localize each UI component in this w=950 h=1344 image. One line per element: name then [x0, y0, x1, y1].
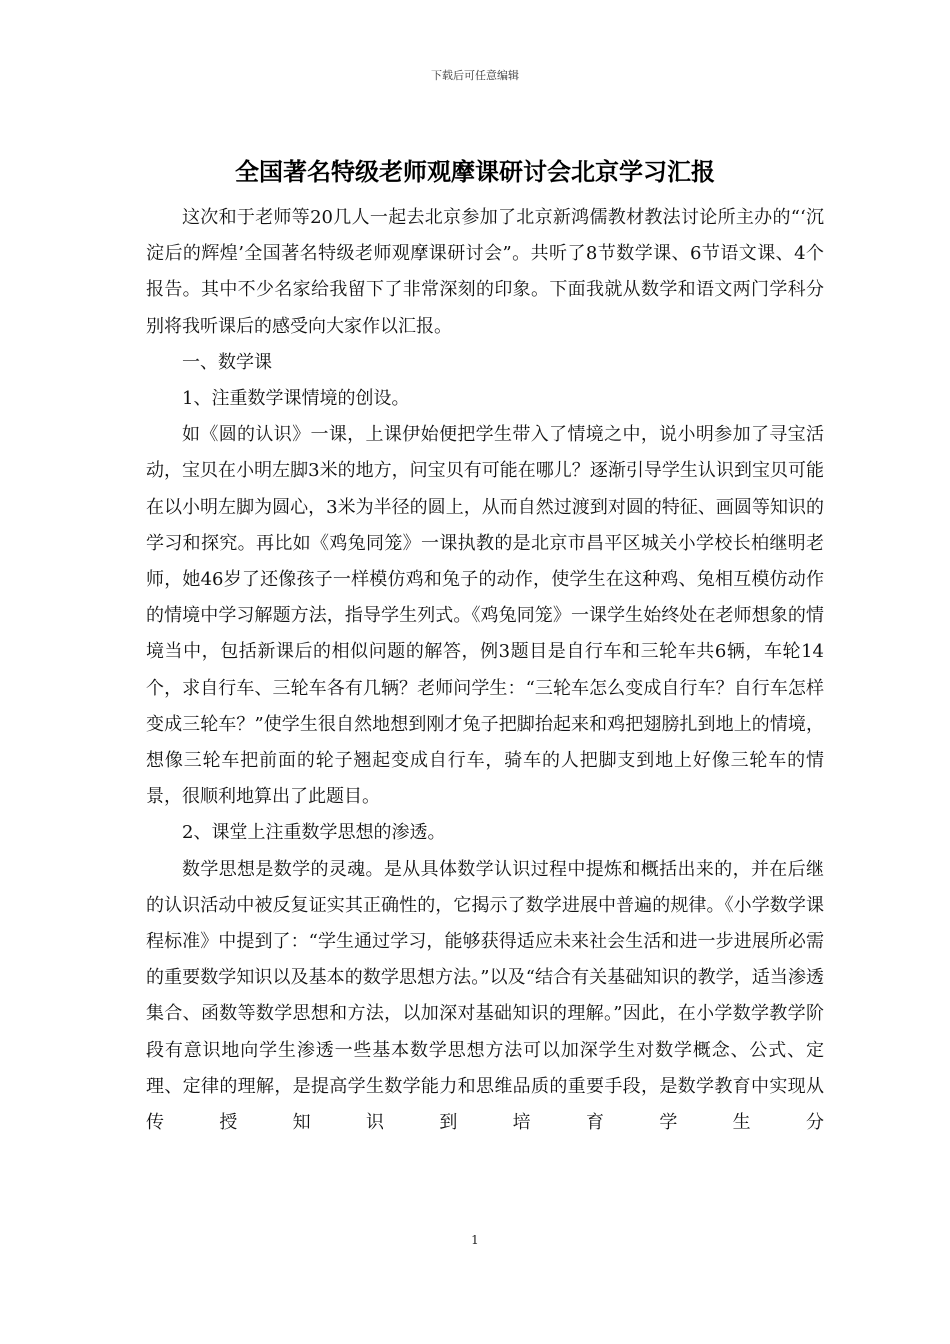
paragraph-intro: 这次和于老师等20几人一起去北京参加了北京新鸿儒教材教法讨论所主办的“‘沉淀后的辉煌’全国著名特级老师观摩课研讨会”。共听了8节数学课、6节语文课、4个报告。其中不少名家给我留下了非常深刻的印象。下面我就从数学和语文两门学科分别将我听课后的感受向大家作以汇报。 — [146, 207, 824, 337]
subheading-math-thinking: 2、课堂上注重数学思想的渗透。 — [182, 822, 446, 844]
document-title: 全国著名特级老师观摩课研讨会北京学习汇报 — [235, 157, 715, 186]
paragraph-situation-examples: 如《圆的认识》一课，上课伊始便把学生带入了情境之中，说小明参加了寻宝活动，宝贝在小明左脚3米的地方，问宝贝有可能在哪儿？逐渐引导学生认识到宝贝可能在以小明左脚为圆心，3米为半径的圆上，从而自然过渡到对圆的特征、画圆等知识的学习和探究。再比如《鸡兔同笼》一课执教的是北京市昌平区城关小学校长柏继明老师，她46岁了还像孩子一样模仿鸡和兔子的动作，使学生在这种鸡、兔相互模仿动作的情境中学习解题方法，指导学生列式。《鸡兔同笼》一课学生始终处在老师想象的情境当中，包括新课后的相似问题的解答，例3题目是自行车和三轮车共6辆，车轮14个，求自行车、三轮车各有几辆？老师问学生：“三轮车怎么变成自行车？自行车怎样变成三轮车？”使学生很自然地想到刚才兔子把脚抬起来和鸡把翅膀扎到地上的情境，想像三轮车把前面的轮子翘起变成自行车，骑车的人把脚支到地上好像三轮车的情景，很顺利地算出了此题目。 — [146, 424, 824, 808]
paragraph-math-thinking: 数学思想是数学的灵魂。是从具体数学认识过程中提炼和概括出来的，并在后继的认识活动中被反复证实其正确性的，它揭示了数学进展中普遍的规律。《小学数学课程标准》中提到了：“学生通过学习，能够获得适应未来社会生活和进一步进展所必需的重要数学知识以及基本的数学思想方法。”以及“结合有关基础知识的教学，适当渗透集合、函数等数学思想和方法，以加深对基础知识的理解。”因此，在小学数学教学阶段有意识地向学生渗透一些基本数学思想方法可以加深学生对数学概念、公式、定理、定律的理解，是提高学生数学能力和思维品质的重要手段，是数学教育中实现从传授知识到培育学生分 — [146, 858, 824, 1134]
section-heading-math: 一、数学课 — [182, 351, 272, 373]
page-number: 1 — [471, 1233, 479, 1247]
subheading-situation: 1、注重数学课情境的创设。 — [182, 388, 410, 410]
page-header: 下载后可任意编辑 — [431, 69, 519, 82]
document-body — [146, 200, 824, 1141]
